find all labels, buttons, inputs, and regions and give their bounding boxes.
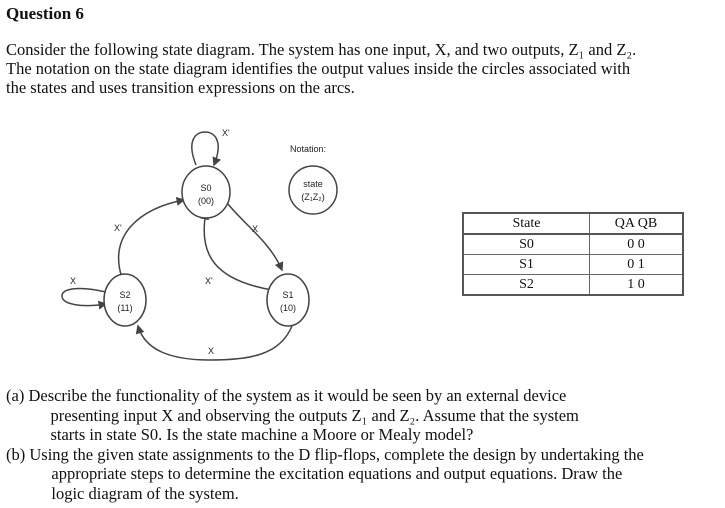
table-cell: 0 1	[590, 255, 684, 275]
transition-s0-self	[192, 132, 218, 165]
state-s0	[182, 166, 230, 218]
table-row	[463, 234, 683, 255]
part-b-line: logic diagram of the system.	[51, 483, 239, 503]
state-s1-name: S1	[282, 290, 294, 300]
intro-line: The notation on the state diagram identifies the output values inside the circles associated with	[6, 59, 631, 78]
part-a	[6, 386, 720, 445]
table-cell: S0	[463, 234, 590, 255]
table-header-state: State	[463, 213, 590, 234]
table-header-qaqb: QA QB	[590, 213, 684, 234]
state-diagram	[0, 120, 440, 370]
part-a-label: (a)	[6, 386, 29, 405]
intro-line: the states and uses transition expressions on the arcs.	[6, 78, 355, 97]
transition-s1-to-s0	[204, 212, 272, 290]
transition-s1-to-s2	[138, 326, 292, 360]
state-s2	[104, 274, 146, 326]
state-s0-output: (00)	[197, 196, 215, 206]
state-assignment-table	[462, 212, 684, 296]
state-s1-output: (10)	[279, 303, 297, 313]
table-cell: S1	[463, 255, 590, 275]
table-header-row	[463, 213, 683, 234]
part-a-line: Describe the functionality of the system as it would be seen by an external device	[28, 386, 567, 405]
notation-state: state	[303, 179, 323, 189]
transition-s0-to-s1	[228, 204, 282, 270]
notation-title: Notation:	[290, 144, 327, 154]
question-parts	[6, 386, 720, 503]
part-a-line: starts in state S0. Is the state machine a Moore or Mealy model?	[50, 425, 474, 444]
table-cell: 0 0	[590, 234, 684, 255]
transition-label-s1-to-s2: X	[208, 346, 215, 356]
part-a-line: presenting input X and observing the outputs Z₁ and Z₂. Assume that the system	[50, 405, 579, 425]
state-s1	[267, 274, 309, 326]
transition-label-s0-self: X'	[222, 128, 230, 138]
state-s0-name: S0	[200, 183, 212, 193]
notation-legend	[289, 166, 337, 214]
transition-label-s2-to-s0: X'	[114, 223, 122, 233]
part-b-label: (b)	[6, 444, 30, 464]
table-row	[463, 255, 683, 275]
table-row	[463, 275, 683, 296]
question-intro	[6, 40, 718, 97]
part-b-line: Using the given state assignments to the D flip-flops, complete the design by undertaking the	[29, 444, 644, 464]
table-cell: S2	[463, 275, 590, 296]
transition-s2-self	[62, 289, 106, 306]
state-s2-name: S2	[119, 290, 131, 300]
transition-label-s2-self: X	[70, 276, 77, 286]
transition-label-s0-to-s1: X	[252, 224, 259, 234]
notation-outputs: (Z₁Z₂)	[301, 192, 325, 202]
question-title: Question 6	[6, 4, 84, 23]
transition-label-s1-to-s0: X'	[205, 276, 213, 286]
part-b-line: appropriate steps to determine the excitation equations and output equations. Draw the	[51, 464, 623, 483]
intro-line: Consider the following state diagram. The system has one input, X, and two outputs, Z₁ and Z₂.	[6, 40, 637, 59]
table-cell: 1 0	[590, 275, 684, 296]
part-b	[6, 445, 720, 504]
transition-s2-to-s0	[119, 200, 184, 278]
state-s2-output: (11)	[117, 303, 133, 313]
